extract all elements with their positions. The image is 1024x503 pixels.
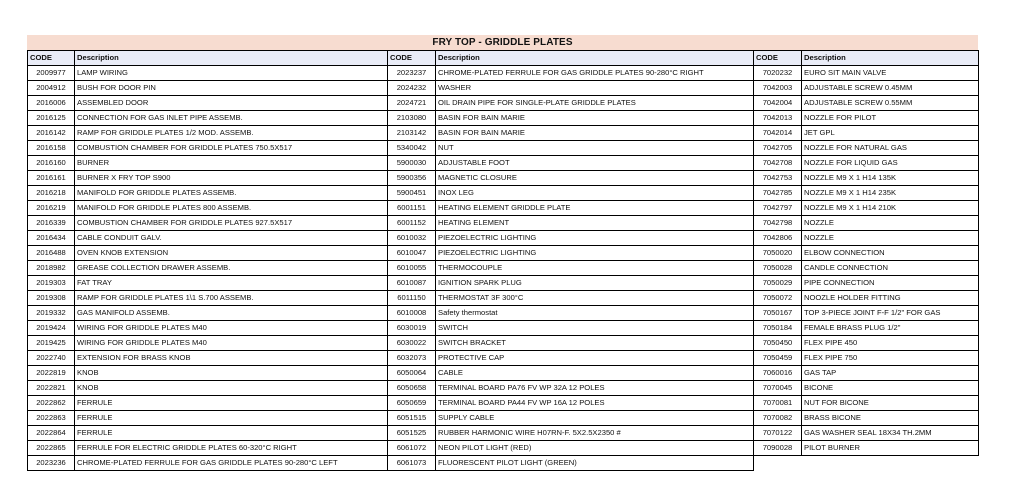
part-code: 2022740 (28, 351, 75, 366)
part-code: 2023237 (388, 66, 436, 81)
part-description: NOZZLE M9 X 1 H14 235K (802, 186, 979, 201)
header-description-3: Description (802, 51, 979, 66)
part-description: OVEN KNOB EXTENSION (75, 246, 388, 261)
empty-cell (754, 456, 802, 471)
part-code: 2022865 (28, 441, 75, 456)
part-description: WASHER (436, 81, 754, 96)
part-code: 7042004 (754, 96, 802, 111)
part-description: FLEX PIPE 450 (802, 336, 979, 351)
part-description: HEATING ELEMENT GRIDDLE PLATE (436, 201, 754, 216)
part-code: 7042785 (754, 186, 802, 201)
empty-cell (802, 456, 979, 471)
part-code: 2019425 (28, 336, 75, 351)
part-description: BURNER X FRY TOP S900 (75, 171, 388, 186)
part-code: 2016219 (28, 201, 75, 216)
part-description: WIRING FOR GRIDDLE PLATES M40 (75, 336, 388, 351)
part-description: TOP 3-PIECE JOINT F-F 1/2" FOR GAS (802, 306, 979, 321)
part-code: 5340042 (388, 141, 436, 156)
part-code: 6050658 (388, 381, 436, 396)
header-code-3: CODE (754, 51, 802, 66)
table-row (28, 306, 979, 321)
part-description: ADJUSTABLE FOOT (436, 156, 754, 171)
table-row (28, 171, 979, 186)
part-description: COMBUSTION CHAMBER FOR GRIDDLE PLATES 750.5X517 (75, 141, 388, 156)
part-code: 6030019 (388, 321, 436, 336)
part-description: FLEX PIPE 750 (802, 351, 979, 366)
part-description: NOZZLE M9 X 1 H14 210K (802, 201, 979, 216)
part-description: NOZZLE FOR NATURAL GAS (802, 141, 979, 156)
table-row (28, 456, 979, 471)
part-code: 2103080 (388, 111, 436, 126)
part-code: 2016125 (28, 111, 75, 126)
part-description: NOZZLE M9 X 1 H14 135K (802, 171, 979, 186)
part-code: 7070081 (754, 396, 802, 411)
part-code: 6051515 (388, 411, 436, 426)
part-code: 5900030 (388, 156, 436, 171)
part-description: FAT TRAY (75, 276, 388, 291)
part-code: 2019424 (28, 321, 75, 336)
part-description: ADJUSTABLE SCREW 0.45MM (802, 81, 979, 96)
part-description: KNOB (75, 381, 388, 396)
part-code: 2024721 (388, 96, 436, 111)
part-code: 7050184 (754, 321, 802, 336)
part-description: EURO SIT MAIN VALVE (802, 66, 979, 81)
parts-table (27, 50, 979, 471)
table-row (28, 231, 979, 246)
header-row (28, 51, 979, 66)
table-row (28, 66, 979, 81)
part-description: COMBUSTION CHAMBER FOR GRIDDLE PLATES 927.5X517 (75, 216, 388, 231)
part-description: PROTECTIVE CAP (436, 351, 754, 366)
table-row (28, 156, 979, 171)
part-code: 2023236 (28, 456, 75, 471)
part-code: 2016434 (28, 231, 75, 246)
table-row (28, 81, 979, 96)
part-description: RAMP FOR GRIDDLE PLATES 1\1 S.700 ASSEMB. (75, 291, 388, 306)
part-code: 7050167 (754, 306, 802, 321)
part-code: 2016161 (28, 171, 75, 186)
part-code: 7090028 (754, 441, 802, 456)
part-description: WIRING FOR GRIDDLE PLATES M40 (75, 321, 388, 336)
part-description: SWITCH (436, 321, 754, 336)
part-description: THERMOCOUPLE (436, 261, 754, 276)
table-row (28, 126, 979, 141)
part-description: NOZZLE (802, 231, 979, 246)
part-code: 2019303 (28, 276, 75, 291)
part-description: GAS TAP (802, 366, 979, 381)
part-description: GREASE COLLECTION DRAWER ASSEMB. (75, 261, 388, 276)
part-description: INOX LEG (436, 186, 754, 201)
parts-table-body (28, 66, 979, 471)
part-code: 2016006 (28, 96, 75, 111)
part-code: 6011150 (388, 291, 436, 306)
part-code: 6061072 (388, 441, 436, 456)
header-description-1: Description (75, 51, 388, 66)
part-description: NEON PILOT LIGHT (RED) (436, 441, 754, 456)
table-row (28, 261, 979, 276)
part-code: 6010055 (388, 261, 436, 276)
part-description: SUPPLY CABLE (436, 411, 754, 426)
part-description: RAMP FOR GRIDDLE PLATES 1/2 MOD. ASSEMB. (75, 126, 388, 141)
part-description: CANDLE CONNECTION (802, 261, 979, 276)
part-code: 2016160 (28, 156, 75, 171)
part-code: 7042013 (754, 111, 802, 126)
part-description: NOZZLE (802, 216, 979, 231)
part-description: LAMP WIRING (75, 66, 388, 81)
part-description: RUBBER HARMONIC WIRE H07RN-F. 5X2.5X2350 # (436, 426, 754, 441)
part-code: 7042753 (754, 171, 802, 186)
part-code: 7042014 (754, 126, 802, 141)
part-code: 6001152 (388, 216, 436, 231)
part-code: 6010008 (388, 306, 436, 321)
part-description: CABLE (436, 366, 754, 381)
part-description: NUT (436, 141, 754, 156)
part-description: BURNER (75, 156, 388, 171)
part-description: THERMOSTAT 3F 300°C (436, 291, 754, 306)
part-description: PIEZOELECTRIC LIGHTING (436, 246, 754, 261)
part-code: 2024232 (388, 81, 436, 96)
part-description: ELBOW CONNECTION (802, 246, 979, 261)
part-code: 6010087 (388, 276, 436, 291)
header-code-1: CODE (28, 51, 75, 66)
part-description: IGNITION SPARK PLUG (436, 276, 754, 291)
table-row (28, 216, 979, 231)
part-code: 6010032 (388, 231, 436, 246)
part-description: FERRULE (75, 411, 388, 426)
part-code: 2022819 (28, 366, 75, 381)
table-row (28, 411, 979, 426)
part-description: MAGNETIC CLOSURE (436, 171, 754, 186)
part-description: CHROME-PLATED FERRULE FOR GAS GRIDDLE PLATES 90-280°C LEFT (75, 456, 388, 471)
part-description: BRASS BICONE (802, 411, 979, 426)
part-code: 7042797 (754, 201, 802, 216)
part-code: 7070122 (754, 426, 802, 441)
table-row (28, 201, 979, 216)
part-code: 7070045 (754, 381, 802, 396)
part-code: 2019308 (28, 291, 75, 306)
part-description: Safety thermostat (436, 306, 754, 321)
part-code: 7042003 (754, 81, 802, 96)
part-code: 7050450 (754, 336, 802, 351)
table-row (28, 381, 979, 396)
part-description: OIL DRAIN PIPE FOR SINGLE-PLATE GRIDDLE PLATES (436, 96, 754, 111)
part-description: MANIFOLD FOR GRIDDLE PLATES ASSEMB. (75, 186, 388, 201)
table-row (28, 366, 979, 381)
part-description: FLUORESCENT PILOT LIGHT (GREEN) (436, 456, 754, 471)
table-row (28, 111, 979, 126)
part-description: FEMALE BRASS PLUG 1/2" (802, 321, 979, 336)
parts-sheet (27, 35, 978, 471)
part-description: ADJUSTABLE SCREW 0.55MM (802, 96, 979, 111)
part-code: 6050064 (388, 366, 436, 381)
part-code: 2016142 (28, 126, 75, 141)
part-description: PIEZOELECTRIC LIGHTING (436, 231, 754, 246)
part-code: 2004912 (28, 81, 75, 96)
part-description: PILOT BURNER (802, 441, 979, 456)
part-description: TERMINAL BOARD PA44 FV WP 16A 12 POLES (436, 396, 754, 411)
part-code: 7060016 (754, 366, 802, 381)
part-description: BASIN FOR BAIN MARIE (436, 111, 754, 126)
table-row (28, 351, 979, 366)
part-code: 7050029 (754, 276, 802, 291)
sheet-title: FRY TOP - GRIDDLE PLATES (27, 35, 978, 50)
part-code: 7042798 (754, 216, 802, 231)
part-code: 6010047 (388, 246, 436, 261)
part-code: 6061073 (388, 456, 436, 471)
part-description: ASSEMBLED DOOR (75, 96, 388, 111)
part-code: 7020232 (754, 66, 802, 81)
part-description: NOZZLE FOR PILOT (802, 111, 979, 126)
part-description: SWITCH BRACKET (436, 336, 754, 351)
part-code: 2018982 (28, 261, 75, 276)
part-code: 7042705 (754, 141, 802, 156)
table-row (28, 96, 979, 111)
part-description: BICONE (802, 381, 979, 396)
part-description: PIPE CONNECTION (802, 276, 979, 291)
part-description: GAS MANIFOLD ASSEMB. (75, 306, 388, 321)
part-code: 2022862 (28, 396, 75, 411)
part-code: 2016488 (28, 246, 75, 261)
part-description: NOOZLE HOLDER FITTING (802, 291, 979, 306)
part-description: FERRULE (75, 396, 388, 411)
part-code: 6032073 (388, 351, 436, 366)
part-code: 2022821 (28, 381, 75, 396)
part-description: NOZZLE FOR LIQUID GAS (802, 156, 979, 171)
part-description: TERMINAL BOARD PA76 FV WP 32A 12 POLES (436, 381, 754, 396)
part-description: NUT FOR BICONE (802, 396, 979, 411)
part-description: MANIFOLD FOR GRIDDLE PLATES 800 ASSEMB. (75, 201, 388, 216)
part-code: 2022864 (28, 426, 75, 441)
table-row (28, 441, 979, 456)
table-row (28, 186, 979, 201)
part-code: 6050659 (388, 396, 436, 411)
part-description: CHROME-PLATED FERRULE FOR GAS GRIDDLE PLATES 90-280°C RIGHT (436, 66, 754, 81)
part-code: 7050459 (754, 351, 802, 366)
header-description-2: Description (436, 51, 754, 66)
part-code: 7050072 (754, 291, 802, 306)
part-code: 5900451 (388, 186, 436, 201)
part-description: CONNECTION FOR GAS INLET PIPE ASSEMB. (75, 111, 388, 126)
part-code: 7042806 (754, 231, 802, 246)
part-code: 6001151 (388, 201, 436, 216)
part-description: FERRULE FOR ELECTRIC GRIDDLE PLATES 60-320°C RIGHT (75, 441, 388, 456)
part-code: 7050020 (754, 246, 802, 261)
table-row (28, 276, 979, 291)
part-description: CABLE CONDUIT GALV. (75, 231, 388, 246)
part-description: EXTENSION FOR BRASS KNOB (75, 351, 388, 366)
part-description: BASIN FOR BAIN MARIE (436, 126, 754, 141)
part-code: 2103142 (388, 126, 436, 141)
part-code: 2016158 (28, 141, 75, 156)
table-row (28, 246, 979, 261)
table-row (28, 396, 979, 411)
table-row (28, 291, 979, 306)
part-code: 2022863 (28, 411, 75, 426)
part-description: JET GPL (802, 126, 979, 141)
part-code: 6051525 (388, 426, 436, 441)
table-row (28, 336, 979, 351)
part-description: HEATING ELEMENT (436, 216, 754, 231)
part-code: 2016218 (28, 186, 75, 201)
part-description: BUSH FOR DOOR PIN (75, 81, 388, 96)
part-description: FERRULE (75, 426, 388, 441)
part-code: 2019332 (28, 306, 75, 321)
part-code: 7042708 (754, 156, 802, 171)
part-code: 6030022 (388, 336, 436, 351)
part-description: KNOB (75, 366, 388, 381)
part-code: 2016339 (28, 216, 75, 231)
table-row (28, 321, 979, 336)
table-row (28, 426, 979, 441)
part-code: 7050028 (754, 261, 802, 276)
table-row (28, 141, 979, 156)
part-code: 5900356 (388, 171, 436, 186)
part-code: 2009977 (28, 66, 75, 81)
part-code: 7070082 (754, 411, 802, 426)
header-code-2: CODE (388, 51, 436, 66)
part-description: GAS WASHER SEAL 18X34 TH.2MM (802, 426, 979, 441)
